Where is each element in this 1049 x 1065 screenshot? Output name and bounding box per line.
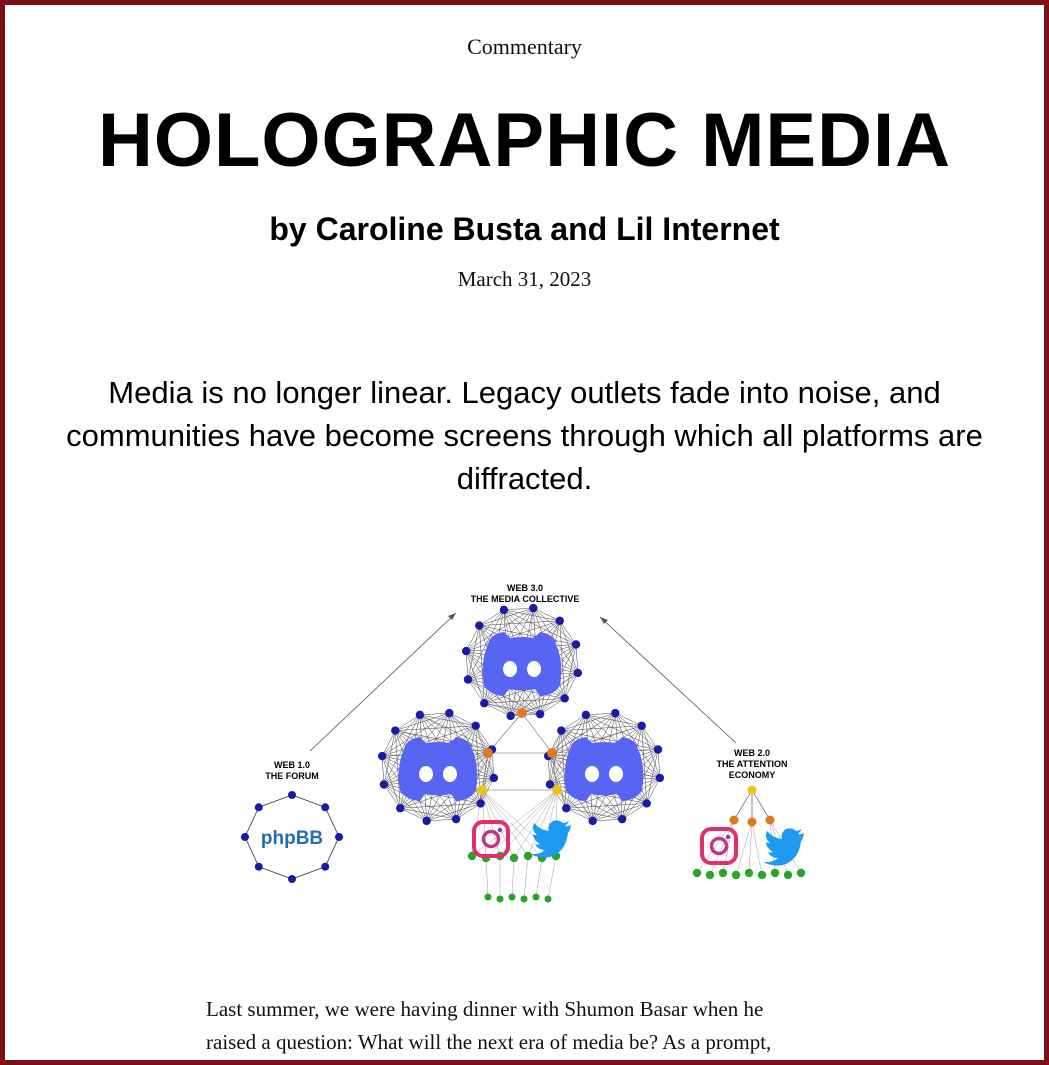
- leaf-node: [545, 896, 552, 903]
- network-edge: [524, 856, 528, 899]
- leaf-node: [521, 896, 528, 903]
- forum-node: [321, 863, 329, 871]
- article-body: [206, 993, 856, 1059]
- article-dek: Media is no longer linear. Legacy outlets fade into noise, and communities have become screens through which all platforms are diffracted.: [66, 375, 983, 496]
- network-node: [506, 712, 514, 720]
- phpbb-logo-text: phpBB: [260, 828, 324, 849]
- instagram-dot: [726, 835, 730, 839]
- body-line: Last summer, we were having dinner with Shumon Basar when he: [206, 997, 764, 1021]
- network-node: [588, 817, 596, 825]
- network-node: [490, 774, 498, 782]
- article-title: HOLOGRAPHIC MEDIA: [98, 98, 951, 183]
- leaf-node: [797, 869, 805, 877]
- instagram-dot: [498, 828, 502, 832]
- hub-node: [477, 785, 487, 795]
- leaf-node: [509, 894, 516, 901]
- instagram-icon: [474, 822, 508, 856]
- network-node: [380, 780, 388, 788]
- network-edge: [749, 822, 752, 873]
- forum-node: [288, 875, 296, 883]
- network-edge: [325, 807, 339, 837]
- instagram-frame: [474, 822, 508, 856]
- leaf-node: [533, 894, 540, 901]
- web2-label-line3: ECONOMY: [728, 770, 776, 780]
- discord-eye: [443, 766, 457, 782]
- network-edge: [522, 713, 552, 753]
- leaf-node: [485, 894, 492, 901]
- network-node: [378, 752, 386, 760]
- network-edge: [752, 790, 770, 820]
- discord-eye: [585, 766, 599, 782]
- phpbb-logo: [261, 828, 323, 849]
- network-node: [472, 722, 480, 730]
- article-byline: by Caroline Busta and Lil Internet: [269, 211, 780, 247]
- network-edge: [548, 856, 556, 899]
- discord-icon: [483, 632, 562, 696]
- network-edge: [486, 858, 488, 897]
- network-node: [500, 606, 508, 614]
- section-kicker[interactable]: Commentary: [467, 34, 582, 59]
- network-node: [529, 604, 537, 612]
- web2-label-line1: WEB 2.0: [733, 748, 771, 758]
- instagram-lens: [484, 832, 499, 847]
- network-edge: [752, 822, 762, 875]
- network-edge: [292, 867, 325, 879]
- article-page: [5, 5, 1044, 1060]
- hub-node: [748, 818, 757, 827]
- network-node: [396, 804, 404, 812]
- network-edge: [245, 807, 259, 837]
- leaf-node: [693, 869, 701, 877]
- network-node: [452, 815, 460, 823]
- network-node: [536, 710, 544, 718]
- twitter-bird: [530, 820, 571, 857]
- network-node: [445, 709, 453, 717]
- network-node: [643, 799, 651, 807]
- leaf-node: [706, 871, 714, 879]
- forum-node: [241, 833, 249, 841]
- leaf-node: [771, 869, 779, 877]
- network-node: [582, 711, 590, 719]
- network-node: [464, 675, 472, 683]
- hub-node: [483, 748, 493, 758]
- discord-eye: [609, 766, 623, 782]
- hub-node: [552, 785, 562, 795]
- hub-node: [547, 748, 557, 758]
- network-node: [556, 617, 564, 625]
- forum-node: [255, 863, 263, 871]
- discord-eye: [419, 766, 433, 782]
- discord-eye: [527, 661, 541, 677]
- network-edge: [259, 795, 292, 807]
- forum-node: [288, 791, 296, 799]
- network-edge: [259, 867, 292, 879]
- discord-icon: [565, 737, 644, 801]
- leaf-node: [497, 896, 504, 903]
- network-node: [611, 709, 619, 717]
- hub-node: [730, 816, 739, 825]
- network-node: [574, 669, 582, 677]
- network-node: [561, 694, 569, 702]
- web1-label-line2: THE FORUM: [265, 771, 319, 781]
- web1-label-line1: WEB 1.0: [273, 760, 311, 770]
- leaf-node: [732, 871, 740, 879]
- network-node: [391, 726, 399, 734]
- leaf-node: [719, 869, 727, 877]
- arrow-web2-to-web3: [600, 617, 736, 743]
- network-edge: [292, 795, 325, 807]
- discord-body: [483, 632, 562, 696]
- leaf-node: [758, 871, 766, 879]
- arrow-web1-to-web3: [310, 613, 456, 751]
- web2-label-line2: THE ATTENTION: [716, 759, 788, 769]
- forum-node: [255, 803, 263, 811]
- network-edge: [325, 837, 339, 867]
- web3-label-line2: THE MEDIA COLLECTIVE: [470, 594, 580, 604]
- forum-node: [335, 833, 343, 841]
- discord-body: [565, 737, 644, 801]
- leaf-node: [745, 869, 753, 877]
- web3-label-line1: WEB 3.0: [506, 583, 544, 593]
- network-node: [480, 699, 488, 707]
- network-node: [416, 711, 424, 719]
- hub-node: [517, 708, 527, 718]
- network-node: [656, 774, 664, 782]
- network-edge: [736, 822, 752, 875]
- instagram-lens: [712, 839, 727, 854]
- leaf-node: [524, 852, 532, 860]
- network-node: [638, 722, 646, 730]
- media-diagram-figure: [230, 575, 830, 925]
- network-node: [562, 804, 570, 812]
- twitter-icon: [530, 820, 571, 857]
- leaf-node: [510, 854, 518, 862]
- discord-body: [399, 737, 478, 801]
- network-node: [572, 640, 580, 648]
- body-line: raised a question: What will the next era of media be? As a prompt,: [206, 1030, 772, 1054]
- forum-node: [321, 803, 329, 811]
- network-node: [475, 621, 483, 629]
- network-edge: [536, 858, 542, 897]
- discord-icon: [399, 737, 478, 801]
- network-edge: [512, 858, 514, 897]
- twitter-bird: [763, 828, 804, 865]
- network-node: [462, 647, 470, 655]
- network-node: [477, 799, 485, 807]
- network-node: [422, 817, 430, 825]
- network-node: [618, 815, 626, 823]
- network-node: [557, 726, 565, 734]
- media-diagram: [230, 575, 830, 925]
- leaf-node: [784, 871, 792, 879]
- hub-node: [766, 816, 775, 825]
- network-edge: [734, 790, 752, 820]
- discord-eye: [503, 661, 517, 677]
- network-node: [654, 745, 662, 753]
- network-edge: [245, 837, 259, 867]
- twitter-icon: [763, 828, 804, 865]
- article-date: March 31, 2023: [457, 267, 592, 291]
- hub-node: [748, 786, 757, 795]
